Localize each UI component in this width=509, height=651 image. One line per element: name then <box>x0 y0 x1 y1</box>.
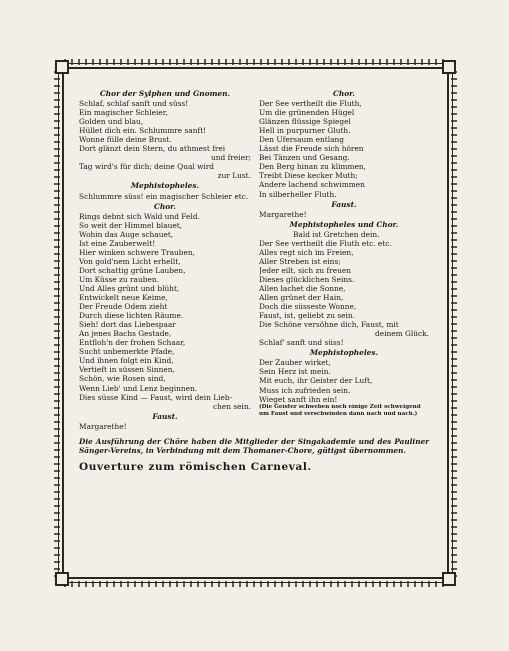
verse-line: Den Ufersaum entlang <box>259 135 344 145</box>
verse-line: Schlummre süss! ein magischer Schleier etc. <box>79 191 249 201</box>
verse-line: Bald ist Gretchen dein. <box>293 229 380 239</box>
verse-line: Die Schöne versöhne dich, Faust, mit <box>259 320 399 330</box>
verse-line: Um die grünenden Hügel <box>259 108 355 118</box>
speaker-heading: Mephistopheles und Chor. <box>289 219 399 229</box>
verse-line: Um Küsse zu rauben. <box>79 274 159 284</box>
stage-direction: um Faust und verschwinden dann nach und nach.) <box>259 410 418 417</box>
performance-note: Die Ausführung der Chöre haben die Mitglieder der Singakademie und des Pauliner Sänger-Vereins, in Verbindung mit dem Thomaner-Chore, gütigst übernommen. <box>79 436 429 455</box>
verse-line: Tag wird's für dich; deine Qual wird <box>79 162 215 172</box>
verse-line: Ein magischer Schleier, <box>79 108 168 118</box>
verse-line: Sieh! dort das Liebespaar <box>79 320 176 330</box>
verse-line: Ist eine Zauberwelt! <box>79 238 156 248</box>
verse-line: Dort schattig grüne Lauben, <box>79 265 186 275</box>
speaker-heading: Mephistopheles. <box>130 181 200 191</box>
libretto-columns <box>79 88 429 431</box>
verse-line: Allen grünet der Hain, <box>259 293 344 303</box>
verse-line: Muss ich zufrieden sein. <box>259 385 351 395</box>
verse-line: Andere lachend schwimmen <box>259 180 365 190</box>
border-corner-top-left <box>55 60 69 74</box>
page-content <box>79 88 429 558</box>
fret-border-right <box>451 69 457 577</box>
verse-line: Der Freude Odem zieht <box>79 302 168 312</box>
verse-line: Rings debnt sich Wald und Feld. <box>79 211 200 221</box>
verse-line: So weit der Himmel blauet, <box>79 220 183 230</box>
verse-line: Dort glänzt dein Stern, du athmest frei <box>79 144 226 154</box>
verse-line: Margarethe! <box>79 421 127 431</box>
verse-line: Wonne fülle deine Brust. <box>79 135 172 145</box>
speaker-heading: Faust. <box>331 199 357 209</box>
verse-line: In silberheller Fluth. <box>259 189 337 199</box>
border-corner-bottom-right <box>442 572 456 586</box>
verse-line: Glänzen flüssige Spiegel <box>259 117 351 127</box>
verse-line: An jenes Bachs Gestade, <box>79 329 172 339</box>
stage-direction: (Die Geister schweben noch einige Zeit schweigend <box>259 403 421 410</box>
verse-line: Der See vertheilt die Fluth, <box>259 99 362 109</box>
verse-line: Aller Streben ist eins; <box>259 256 341 266</box>
verse-line: deinem Glück. <box>375 329 429 339</box>
verse-line: Und Alles grünt und blüht, <box>79 283 180 293</box>
verse-line: Hier winken schwere Trauben, <box>79 247 195 257</box>
verse-line: Der See vertheilt die Fluth etc. etc. <box>259 238 392 248</box>
verse-line: Hüllet dich ein. Schlummre sanft! <box>79 126 207 136</box>
overture-title: Ouverture zum römischen Carneval. <box>79 461 312 474</box>
verse-line: Jeder eilt, sich zu freuen <box>259 265 352 275</box>
verse-line: Faust, ist, geliebt zu sein. <box>259 311 355 321</box>
speaker-heading: Mephistopheles. <box>309 348 379 358</box>
verse-line: Schön, wie Rosen sind, <box>79 374 166 384</box>
border-corner-top-right <box>442 60 456 74</box>
verse-line: zur Lust. <box>217 171 251 181</box>
left-column <box>79 88 251 431</box>
speaker-heading: Faust. <box>152 411 178 421</box>
verse-line: Treibt Diese kecker Muth; <box>259 171 358 181</box>
verse-line: Der Zauber wirket, <box>259 358 331 368</box>
verse-line: Wohin das Auge schauet, <box>79 229 174 239</box>
verse-line: Durch diese lichten Räume. <box>79 311 184 321</box>
verse-line: Mit euch, ihr Geister der Luft, <box>259 376 373 386</box>
border-corner-bottom-left <box>55 572 69 586</box>
verse-line: Und ihnen folgt ein Kind, <box>79 356 174 366</box>
verse-line: Alles regt sich im Freien, <box>259 247 354 257</box>
verse-line: Margarethe! <box>259 209 307 219</box>
verse-line: Schlaf, schlaf sanft und süss! <box>79 99 189 109</box>
fret-border-bottom <box>64 581 447 587</box>
verse-line: Schlaf' sanft und süss! <box>259 338 344 348</box>
right-column <box>259 88 429 431</box>
verse-line: Bei Tänzen und Gesang. <box>259 153 350 163</box>
fret-border-top <box>64 59 447 65</box>
verse-line: Hell in purpurner Gluth. <box>259 126 351 136</box>
verse-line: Dies süsse Kind — Faust, wird dein Lieb- <box>79 392 233 402</box>
verse-line: und freier; <box>210 153 251 163</box>
verse-line: Sein Herz ist mein. <box>259 367 331 377</box>
verse-line: Golden und blau, <box>79 117 144 127</box>
verse-line: Wenn Lieb' und Lenz beginnen. <box>79 383 198 393</box>
verse-line: Lässt die Freude sich hören <box>259 144 364 154</box>
speaker-heading: Chor. <box>333 89 355 98</box>
verse-line: Dieses glücklichen Seins. <box>259 274 355 284</box>
speaker-heading: Chor der Sylphen und Gnomen. <box>99 89 231 98</box>
speaker-heading: Chor. <box>154 201 176 211</box>
verse-line: Sucht unbemerkte Pfade, <box>79 347 175 357</box>
verse-line: Den Berg hinan zu klimmen, <box>259 162 366 172</box>
verse-line: chen sein. <box>212 401 251 411</box>
verse-line: Vertieft in süssen Sinnen, <box>79 365 175 375</box>
verse-line: Von gold'nem Licht erhellt, <box>79 256 181 266</box>
verse-line: Entfloh'n der frohen Schaar, <box>79 338 186 348</box>
verse-line: Entwickelt neue Keime, <box>79 293 168 303</box>
verse-line: Doch die süsseste Wonne, <box>259 302 357 312</box>
fret-border-left <box>54 69 60 577</box>
verse-line: Allen lachet die Sonne, <box>259 283 346 293</box>
verse-line: Wieget sanft ihn ein! <box>259 394 338 404</box>
